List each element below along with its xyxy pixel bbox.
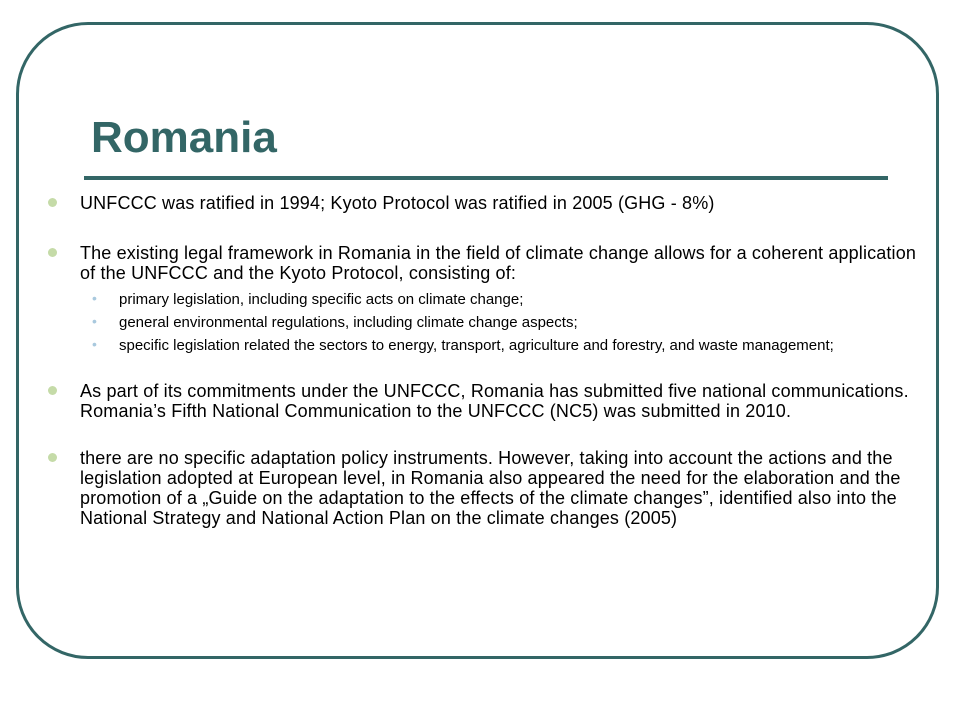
sub-bullet-item bbox=[48, 292, 928, 308]
bullet-item bbox=[48, 448, 928, 528]
sub-bullet-text: primary legislation, including specific acts on climate change; bbox=[119, 291, 524, 308]
title-underline bbox=[84, 176, 888, 180]
sub-bullet-item bbox=[48, 338, 928, 354]
bullet-text: UNFCCC was ratified in 1994; Kyoto Protocol was ratified in 2005 (GHG - 8%) bbox=[80, 193, 715, 213]
bullet-text: The existing legal framework in Romania in the field of climate change allows for a coherent application of the UNFCCC and the Kyoto Protocol, consisting of: bbox=[80, 243, 917, 283]
bullet-dot-icon bbox=[48, 248, 57, 257]
slide-title: Romania bbox=[91, 113, 277, 162]
sub-bullet-dot-icon: • bbox=[92, 290, 97, 306]
sub-bullet-dot-icon: • bbox=[92, 336, 97, 352]
bullet-item bbox=[48, 243, 928, 283]
sub-bullet-text: specific legislation related the sectors to energy, transport, agriculture and forestry, and waste management; bbox=[119, 337, 834, 354]
bullet-text: there are no specific adaptation policy instruments. However, taking into account the actions and the legislation adopted at European level, in Romania also appeared the need for the elaboration and the promotion of a „Guide on the adaptation to the effects of the climate changes”, identified also into the National Strategy and National Action Plan on the climate changes (2005) bbox=[80, 448, 901, 528]
bullet-item bbox=[48, 193, 928, 213]
sub-bullet-item bbox=[48, 315, 928, 331]
slide-content bbox=[48, 193, 928, 528]
bullet-dot-icon bbox=[48, 386, 57, 395]
bullet-dot-icon bbox=[48, 453, 57, 462]
bullet-text: As part of its commitments under the UNFCCC, Romania has submitted five national communications. Romania’s Fifth National Communication to the UNFCCC (NC5) was submitted in 2010. bbox=[80, 381, 909, 421]
bullet-item bbox=[48, 381, 928, 421]
sub-bullet-dot-icon: • bbox=[92, 313, 97, 329]
sub-bullet-text: general environmental regulations, including climate change aspects; bbox=[119, 314, 578, 331]
bullet-dot-icon bbox=[48, 198, 57, 207]
